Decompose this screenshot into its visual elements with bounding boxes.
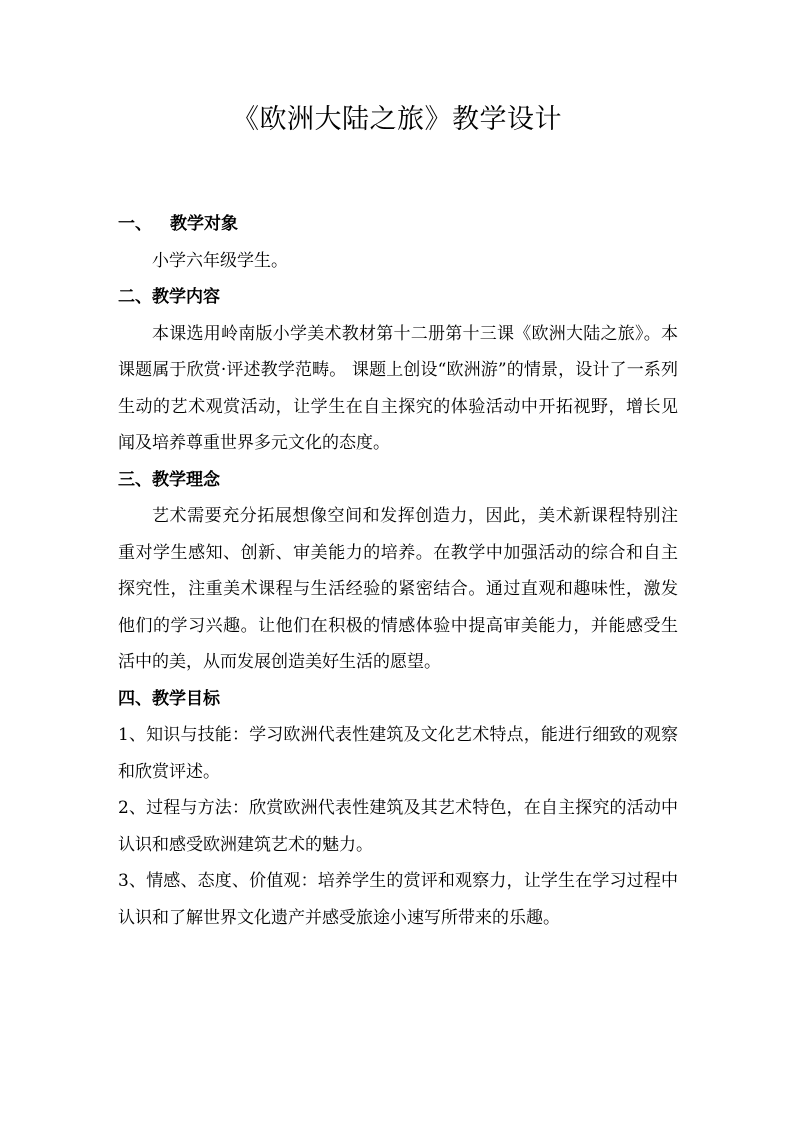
section-number: 四、 xyxy=(118,688,152,709)
document-body xyxy=(118,206,678,936)
section-title: 教学理念 xyxy=(152,469,220,490)
section-title: 教学对象 xyxy=(170,214,238,234)
goal-item: 3、情感、态度、价值观：培养学生的赏评和观察力，让学生在学习过程中认识和了解世界文化遗产并感受旅途小速写所带来的乐趣。 xyxy=(118,871,678,928)
section-title: 教学内容 xyxy=(152,287,220,307)
section-teaching-target xyxy=(118,206,678,279)
goal-item: 1、知识与技能：学习欧洲代表性建筑及文化艺术特点，能进行细致的观察和欣赏评述。 xyxy=(118,725,678,782)
section-title: 教学目标 xyxy=(152,688,220,709)
goal-item: 2、过程与方法：欣赏欧洲代表性建筑及其艺术特色，在自主探究的活动中认识和感受欧洲建筑艺术的魅力。 xyxy=(118,798,678,855)
paragraph: 小学六年级学生。 xyxy=(152,250,288,271)
section-teaching-content xyxy=(118,279,678,462)
section-heading xyxy=(118,681,678,718)
section-heading xyxy=(118,462,678,499)
section-number: 三、 xyxy=(118,469,152,490)
paragraph: 艺术需要充分拓展想像空间和发挥创造力，因此，美术新课程特别注重对学生感知、创新、审美能力的培养。在教学中加强活动的综合和自主探究性，注重美术课程与生活经验的紧密结合。通过直观和趣味性，激发他们的学习兴趣。让他们在积极的情感体验中提高审美能力，并能感受生活中的美，从而发展创造美好生活的愿望。 xyxy=(118,506,678,672)
section-number: 一、 xyxy=(118,214,152,234)
section-heading xyxy=(118,279,678,316)
section-teaching-philosophy xyxy=(118,462,678,681)
section-number: 二、 xyxy=(118,287,152,307)
section-heading xyxy=(118,206,678,243)
paragraph: 本课选用岭南版小学美术教材第十二册第十三课《欧洲大陆之旅》。本课题属于欣赏·评述教学范畴。 课题上创设“欧洲游”的情景，设计了一系列生动的艺术观赏活动，让学生在自主探究的体验活动中开拓视野，增长见闻及培养尊重世界多元文化的态度。 xyxy=(118,323,678,453)
document-title: 《欧洲大陆之旅》教学设计 xyxy=(232,104,562,135)
section-teaching-goals xyxy=(118,681,678,937)
